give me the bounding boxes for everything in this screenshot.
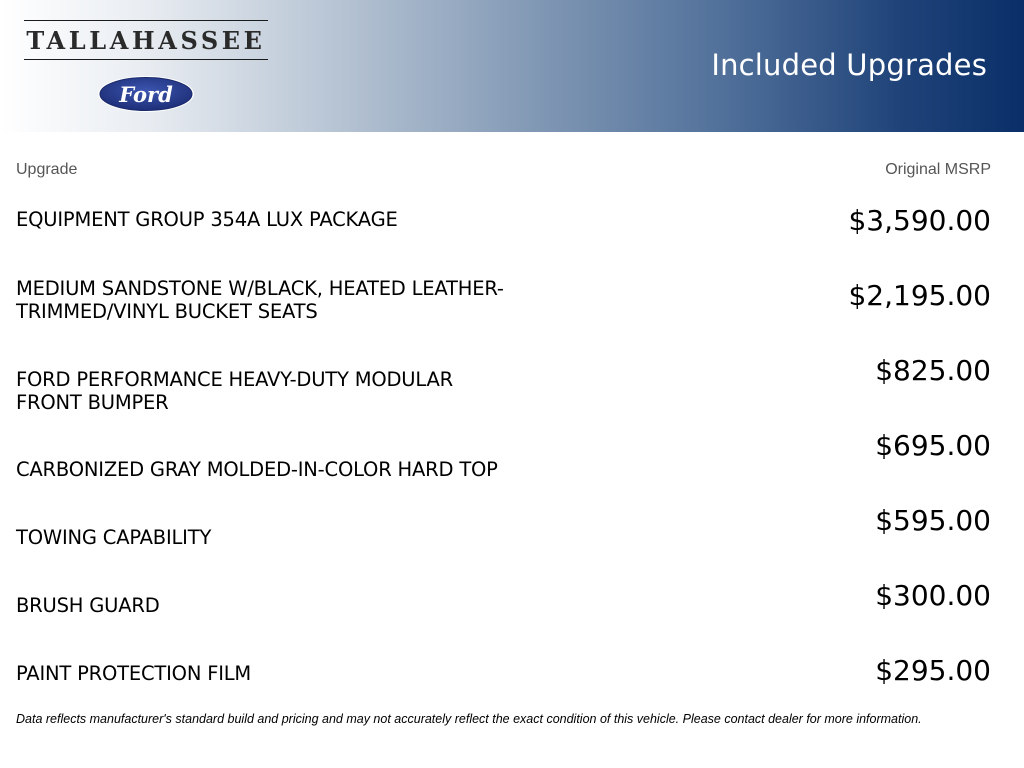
upgrade-name: CARBONIZED GRAY MOLDED-IN-COLOR HARD TOP [16, 458, 498, 481]
ford-logo-text: Ford [119, 82, 173, 107]
page-title: Included Upgrades [711, 48, 987, 82]
header-banner [0, 0, 1024, 132]
upgrade-name: TOWING CAPABILITY [16, 526, 212, 549]
upgrade-name: PAINT PROTECTION FILM [16, 662, 252, 685]
upgrade-name: EQUIPMENT GROUP 354A LUX PACKAGE [16, 208, 398, 231]
upgrade-name: BRUSH GUARD [16, 594, 160, 617]
ford-logo [97, 75, 195, 113]
dealer-name: TALLAHASSEE [24, 20, 268, 60]
upgrade-name: MEDIUM SANDSTONE W/BLACK, HEATED LEATHER-TRIMMED/VINYL BUCKET SEATS [16, 277, 504, 323]
upgrade-price: $295.00 [875, 654, 991, 687]
upgrade-price: $695.00 [875, 429, 991, 462]
column-header-upgrade: Upgrade [16, 161, 78, 178]
upgrade-price: $2,195.00 [848, 279, 991, 312]
disclaimer-text: Data reflects manufacturer's standard build and pricing and may not accurately reflect the exact condition of this vehicle. Please contact dealer for more information. [16, 712, 922, 726]
column-header-msrp: Original MSRP [885, 161, 991, 178]
upgrade-price: $300.00 [875, 579, 991, 612]
upgrade-price: $3,590.00 [848, 204, 991, 237]
upgrade-price: $825.00 [875, 354, 991, 387]
upgrade-price: $595.00 [875, 504, 991, 537]
upgrade-name: FORD PERFORMANCE HEAVY-DUTY MODULAR FRONT BUMPER [16, 368, 453, 414]
